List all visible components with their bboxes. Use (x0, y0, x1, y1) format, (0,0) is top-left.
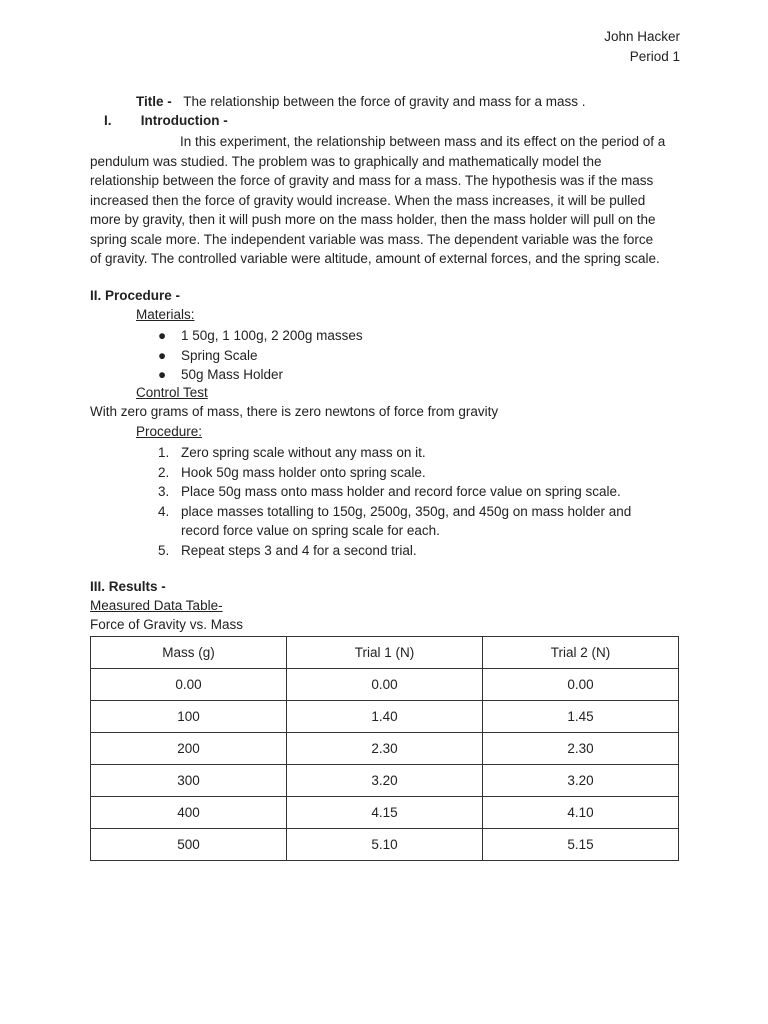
table-cell: 5.15 (483, 829, 679, 861)
bullet-icon: ● (158, 367, 167, 382)
introduction-paragraph (90, 132, 690, 269)
table-header-row (91, 637, 679, 669)
table-row (91, 797, 679, 829)
data-table-label: Measured Data Table- (90, 598, 223, 613)
intro-line: spring scale more. The independent variable was mass. The dependent variable was the force (90, 231, 654, 247)
table-cell: 0.00 (91, 669, 287, 701)
step-text-continued: record force value on spring scale for each. (181, 523, 440, 538)
intro-line: pendulum was studied. The problem was to graphically and mathematically model the (90, 153, 602, 169)
procedure-steps-list (158, 443, 631, 560)
table-cell: 500 (91, 829, 287, 861)
introduction-number: I. (104, 113, 112, 128)
list-item (158, 365, 363, 385)
table-row (91, 669, 679, 701)
control-test-label: Control Test (136, 385, 208, 400)
author-period: Period 1 (629, 48, 680, 64)
column-header: Trial 2 (N) (483, 637, 679, 669)
list-item (158, 463, 631, 483)
title-line (136, 94, 585, 109)
table-cell: 4.15 (287, 797, 483, 829)
procedure-heading: II. Procedure - (90, 288, 181, 303)
table-cell: 5.10 (287, 829, 483, 861)
author-name: John Hacker (604, 29, 680, 44)
intro-line: increased then the force of gravity would increase. When the mass increases, it will be pulled (90, 192, 646, 208)
author-header (604, 27, 680, 66)
column-header: Mass (g) (91, 637, 287, 669)
table-cell: 2.30 (287, 733, 483, 765)
table-cell: 3.20 (287, 765, 483, 797)
introduction-heading-text: Introduction - (140, 113, 228, 128)
list-item (158, 502, 631, 541)
intro-line: of gravity. The controlled variable were altitude, amount of external forces, and the spring scale. (90, 251, 660, 266)
title-label: Title - (136, 94, 172, 109)
bullet-icon: ● (158, 347, 167, 363)
material-text: 50g Mass Holder (181, 367, 284, 382)
intro-line: more by gravity, then it will push more on the mass holder, then the mass holder will pull on the (90, 212, 656, 227)
table-row (91, 765, 679, 797)
procedure-steps-label: Procedure: (136, 424, 203, 439)
table-cell: 0.00 (287, 669, 483, 701)
materials-list (158, 326, 363, 385)
step-text: Place 50g mass onto mass holder and record force value on spring scale. (181, 484, 621, 499)
table-cell: 1.45 (483, 701, 679, 733)
step-number: 3. (158, 484, 170, 499)
step-number: 2. (158, 464, 170, 480)
list-item (158, 541, 631, 561)
table-cell: 3.20 (483, 765, 679, 797)
table-cell: 300 (91, 765, 287, 797)
list-item (158, 326, 363, 346)
results-heading: III. Results - (90, 579, 166, 594)
step-number: 1. (158, 445, 170, 460)
table-cell: 0.00 (483, 669, 679, 701)
intro-line: relationship between the force of gravity and mass for a mass. The hypothesis was if the mass (90, 173, 654, 188)
step-text: Zero spring scale without any mass on it. (181, 445, 426, 460)
title-text: The relationship between the force of gravity and mass for a mass . (183, 94, 586, 109)
table-row (91, 733, 679, 765)
data-table-title: Force of Gravity vs. Mass (90, 617, 244, 632)
table-cell: 100 (91, 701, 287, 733)
list-item (158, 346, 363, 366)
material-text: 1 50g, 1 100g, 2 200g masses (181, 328, 363, 343)
bullet-icon: ● (158, 328, 167, 343)
step-number: 4. (158, 503, 170, 519)
table-cell: 2.30 (483, 733, 679, 765)
table-cell: 4.10 (483, 797, 679, 829)
step-text: place masses totalling to 150g, 2500g, 350g, and 450g on mass holder and (181, 503, 632, 519)
data-table (90, 636, 679, 861)
table-row (91, 701, 679, 733)
materials-label: Materials: (136, 307, 195, 322)
step-text: Repeat steps 3 and 4 for a second trial. (181, 542, 417, 558)
step-text: Hook 50g mass holder onto spring scale. (181, 464, 426, 480)
intro-line: In this experiment, the relationship between mass and its effect on the period of a (180, 134, 666, 149)
column-header: Trial 1 (N) (287, 637, 483, 669)
step-number: 5. (158, 542, 170, 558)
introduction-heading (104, 113, 228, 128)
list-item (158, 482, 631, 502)
material-text: Spring Scale (181, 347, 258, 363)
list-item (158, 443, 631, 463)
table-row (91, 829, 679, 861)
table-cell: 200 (91, 733, 287, 765)
control-test-text: With zero grams of mass, there is zero newtons of force from gravity (90, 404, 499, 419)
table-cell: 1.40 (287, 701, 483, 733)
table-cell: 400 (91, 797, 287, 829)
